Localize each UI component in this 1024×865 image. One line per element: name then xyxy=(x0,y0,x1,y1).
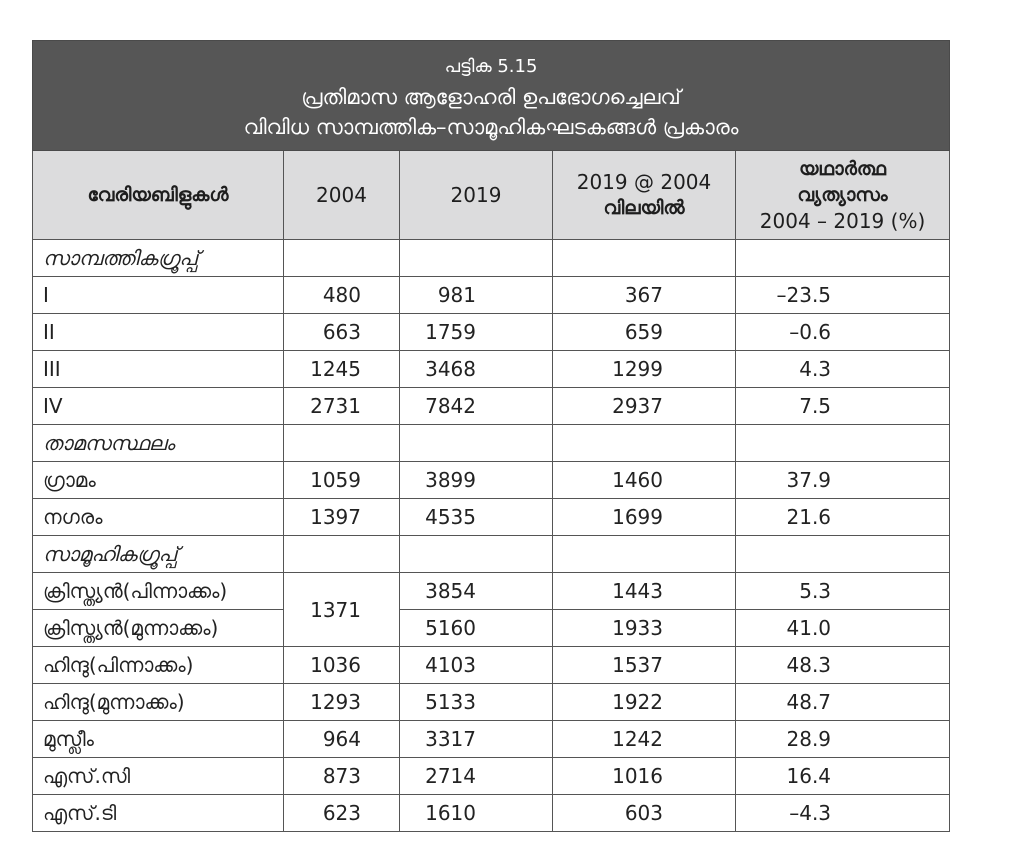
table-row xyxy=(33,573,950,610)
cell-real-diff: 5.3 xyxy=(736,573,950,610)
section-row xyxy=(33,240,950,277)
cell-2004: 623 xyxy=(284,795,400,832)
cell-2019-at-2004: 1933 xyxy=(553,610,736,647)
table-row xyxy=(33,610,950,647)
section-row xyxy=(33,425,950,462)
cell-2019: 3854 xyxy=(400,573,553,610)
consumption-expenditure-table xyxy=(32,40,950,832)
cell-2004-merged: 1371 xyxy=(284,573,400,647)
header-2019-at-2004-line-2: വിലയിൽ xyxy=(603,197,685,219)
cell-2004: 1397 xyxy=(284,499,400,536)
section-row xyxy=(33,536,950,573)
row-label: I xyxy=(33,277,284,314)
section-label-residence: താമസസ്ഥലം xyxy=(33,425,284,462)
table-row xyxy=(33,684,950,721)
row-label: ഹിന്ദു(മുന്നാക്കം) xyxy=(33,684,284,721)
cell-2019-at-2004: 1443 xyxy=(553,573,736,610)
cell-2019: 5133 xyxy=(400,684,553,721)
cell-real-diff: 28.9 xyxy=(736,721,950,758)
cell-2019: 1610 xyxy=(400,795,553,832)
cell-real-diff: 48.3 xyxy=(736,647,950,684)
header-real-diff-line-1: യഥാർത്ഥ xyxy=(798,158,887,180)
header-2019: 2019 xyxy=(400,151,553,240)
table-row xyxy=(33,351,950,388)
cell-2019-at-2004: 2937 xyxy=(553,388,736,425)
header-variables: വേരിയബിളുകൾ xyxy=(33,151,284,240)
table-title-row xyxy=(33,41,950,151)
row-label: എസ്.സി xyxy=(33,758,284,795)
table-row xyxy=(33,758,950,795)
cell-real-diff: –4.3 xyxy=(736,795,950,832)
cell-2004: 1293 xyxy=(284,684,400,721)
cell-2004: 1059 xyxy=(284,462,400,499)
cell-real-diff: 7.5 xyxy=(736,388,950,425)
cell-2004: 480 xyxy=(284,277,400,314)
table-title-line-2: വിവിധ സാമ്പത്തിക–സാമൂഹികഘടകങ്ങൾ പ്രകാരം xyxy=(243,114,739,139)
table-title-line-1: പ്രതിമാസ ആളോഹരി ഉപഭോഗച്ചെലവ് xyxy=(301,84,681,109)
cell-2019-at-2004: 603 xyxy=(553,795,736,832)
cell-2019-at-2004: 1460 xyxy=(553,462,736,499)
cell-2019-at-2004: 659 xyxy=(553,314,736,351)
cell-real-diff: 4.3 xyxy=(736,351,950,388)
row-label: II xyxy=(33,314,284,351)
cell-2004: 964 xyxy=(284,721,400,758)
header-real-difference xyxy=(736,151,950,240)
table-row xyxy=(33,721,950,758)
cell-real-diff: 41.0 xyxy=(736,610,950,647)
cell-2004: 873 xyxy=(284,758,400,795)
cell-2019: 7842 xyxy=(400,388,553,425)
row-label: എസ്.ടി xyxy=(33,795,284,832)
table-row xyxy=(33,277,950,314)
cell-2019: 981 xyxy=(400,277,553,314)
cell-2019: 3899 xyxy=(400,462,553,499)
table-title xyxy=(33,41,950,151)
cell-real-diff: 21.6 xyxy=(736,499,950,536)
header-real-diff-line-3: 2004 – 2019 (%) xyxy=(759,209,926,233)
row-label: ഹിന്ദു(പിന്നാക്കം) xyxy=(33,647,284,684)
cell-2019-at-2004: 1537 xyxy=(553,647,736,684)
cell-2004: 1036 xyxy=(284,647,400,684)
cell-2019: 1759 xyxy=(400,314,553,351)
cell-2019-at-2004: 1299 xyxy=(553,351,736,388)
table-row xyxy=(33,462,950,499)
cell-real-diff: –0.6 xyxy=(736,314,950,351)
section-label-social-group: സാമൂഹികഗ്രൂപ്പ് xyxy=(33,536,284,573)
header-real-diff-line-2: വ്യത്യാസം xyxy=(797,184,888,206)
row-label: മുസ്ലീം xyxy=(33,721,284,758)
row-label: III xyxy=(33,351,284,388)
table-row xyxy=(33,499,950,536)
cell-2019: 4535 xyxy=(400,499,553,536)
cell-2019: 4103 xyxy=(400,647,553,684)
row-label: ക്രിസ്ത്യൻ(പിന്നാക്കം) xyxy=(33,573,284,610)
cell-2004: 2731 xyxy=(284,388,400,425)
cell-real-diff: –23.5 xyxy=(736,277,950,314)
cell-real-diff: 48.7 xyxy=(736,684,950,721)
cell-2019-at-2004: 1016 xyxy=(553,758,736,795)
cell-2019: 3317 xyxy=(400,721,553,758)
cell-real-diff: 37.9 xyxy=(736,462,950,499)
table-row xyxy=(33,647,950,684)
cell-2019-at-2004: 1922 xyxy=(553,684,736,721)
cell-2019: 5160 xyxy=(400,610,553,647)
cell-2004: 1245 xyxy=(284,351,400,388)
table-row xyxy=(33,795,950,832)
header-2019-at-2004-prices xyxy=(553,151,736,240)
table-row xyxy=(33,388,950,425)
cell-2019-at-2004: 367 xyxy=(553,277,736,314)
header-2019-at-2004-line-1: 2019 @ 2004 xyxy=(576,170,712,194)
cell-2019-at-2004: 1242 xyxy=(553,721,736,758)
row-label: ഗ്രാമം xyxy=(33,462,284,499)
section-label-economic-group: സാമ്പത്തികഗ്രൂപ്പ് xyxy=(33,240,284,277)
consumption-expenditure-table-container xyxy=(32,40,949,832)
cell-2019: 2714 xyxy=(400,758,553,795)
cell-real-diff: 16.4 xyxy=(736,758,950,795)
table-number: പട്ടിക 5.15 xyxy=(444,55,538,77)
header-2004: 2004 xyxy=(284,151,400,240)
table-row xyxy=(33,314,950,351)
row-label: നഗരം xyxy=(33,499,284,536)
cell-2019-at-2004: 1699 xyxy=(553,499,736,536)
table-header-row xyxy=(33,151,950,240)
row-label: ക്രിസ്ത്യൻ(മുന്നാക്കം) xyxy=(33,610,284,647)
row-label: IV xyxy=(33,388,284,425)
cell-2019: 3468 xyxy=(400,351,553,388)
cell-2004: 663 xyxy=(284,314,400,351)
